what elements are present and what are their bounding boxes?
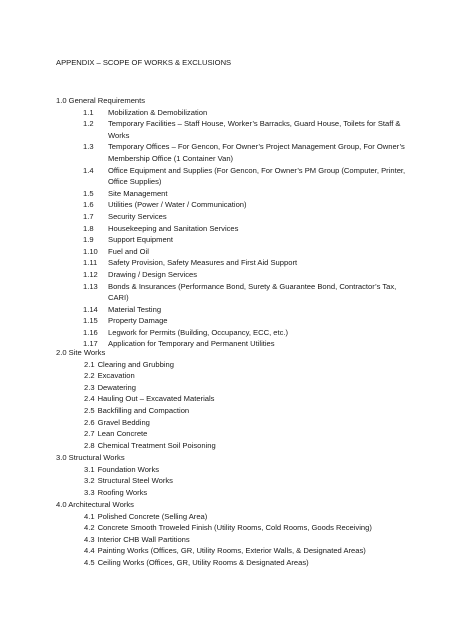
item-text: Excavation (97, 371, 135, 381)
item-number: 1.1 (83, 107, 94, 117)
item-number: 4.3 (84, 534, 95, 544)
item-text: Concrete Smooth Troweled Finish (Utility Rooms, Cold Rooms, Goods Receiving) (97, 523, 372, 533)
list-item (56, 487, 456, 499)
list-item (56, 534, 456, 546)
item-text: Material Testing (108, 304, 162, 314)
item-text: Hauling Out – Excavated Materials (97, 394, 215, 404)
list-item (56, 199, 456, 211)
list-item (56, 359, 456, 371)
item-text: Fuel and Oil (108, 246, 149, 256)
item-text: Painting Works (Offices, GR, Utility Rooms, Exterior Walls, & Designated Areas) (97, 546, 366, 556)
list-item (56, 269, 456, 281)
item-text: Gravel Bedding (97, 417, 150, 427)
item-text: Chemical Treatment Soil Poisoning (97, 440, 216, 450)
list-item (56, 223, 456, 235)
item-number: 4.5 (84, 557, 95, 567)
item-number: 1.8 (83, 223, 94, 233)
item-number: 2.2 (84, 371, 95, 381)
item-text: Foundation Works (97, 464, 160, 474)
item-text: Roofing Works (97, 487, 148, 497)
item-number: 1.4 (83, 165, 94, 175)
list-item (56, 211, 456, 223)
item-text: Security Services (108, 211, 167, 221)
section-heading: 4.0 Architectural Works (56, 500, 134, 509)
item-number: 2.8 (84, 440, 95, 450)
item-number: 1.17 (83, 339, 98, 349)
item-text: Interior CHB Wall Partitions (97, 534, 190, 544)
list-item (56, 141, 456, 164)
item-text: Dewatering (97, 382, 136, 392)
section-general-requirements (56, 95, 456, 350)
item-text: Safety Provision, Safety Measures and First Aid Support (108, 258, 298, 268)
item-number: 2.6 (84, 417, 95, 427)
item-list (56, 511, 456, 569)
item-number: 2.1 (84, 359, 95, 369)
item-text: Application for Temporary and Permanent Utilities (108, 339, 275, 349)
section-heading: 3.0 Structural Works (56, 453, 125, 462)
item-text: Support Equipment (108, 235, 174, 245)
list-item (56, 522, 456, 534)
item-text: Structural Steel Works (97, 476, 173, 486)
section-heading: 1.0 General Requirements (56, 96, 146, 105)
list-item (56, 464, 456, 476)
item-number: 1.11 (83, 258, 98, 268)
item-number: 1.10 (83, 246, 98, 256)
item-number: 1.5 (83, 188, 94, 198)
item-text: Mobilization & Demobilization (108, 107, 208, 117)
item-text: Polished Concrete (Selling Area) (97, 511, 208, 521)
list-item (56, 118, 456, 141)
list-item (56, 281, 456, 304)
section-heading: 2.0 Site Works (56, 348, 106, 357)
list-item (56, 475, 456, 487)
list-item (56, 393, 456, 405)
item-text: Clearing and Grubbing (97, 359, 174, 369)
list-item (56, 304, 456, 316)
item-number: 2.4 (84, 394, 95, 404)
item-number: 1.16 (83, 327, 98, 337)
item-list (56, 359, 456, 452)
section-structural-works (56, 452, 456, 498)
page-title: APPENDIX – SCOPE OF WORKS & EXCLUSIONS (56, 58, 232, 67)
item-text: Utilities (Power / Water / Communication) (108, 200, 247, 210)
item-list (56, 464, 456, 499)
item-number: 1.6 (83, 200, 94, 210)
item-text: Property Damage (108, 316, 168, 326)
list-item (56, 382, 456, 394)
item-text: Legwork for Permits (Building, Occupancy, ECC, etc.) (108, 327, 289, 337)
item-number: 4.4 (84, 546, 95, 556)
item-text: Site Management (108, 188, 168, 198)
item-number: 1.12 (83, 269, 98, 279)
item-text: Drawing / Design Services (108, 269, 198, 279)
item-number: 1.13 (83, 281, 98, 291)
list-item (56, 545, 456, 557)
item-text: Backfilling and Compaction (97, 405, 190, 415)
item-text: Office Equipment and Supplies (For Gencon, For Owner’s PM Group (Computer, Printer, Office Supplies) (108, 165, 406, 187)
item-text: Lean Concrete (97, 429, 148, 439)
section-site-works (56, 347, 456, 451)
item-number: 4.2 (84, 523, 95, 533)
list-item (56, 234, 456, 246)
item-number: 3.1 (84, 464, 95, 474)
section-architectural-works (56, 499, 456, 569)
item-number: 2.3 (84, 382, 95, 392)
list-item (56, 246, 456, 258)
item-text: Temporary Offices – For Gencon, For Owner’s Project Management Group, For Owner’s Membership Office (1 Container Van) (108, 142, 405, 163)
item-text: Ceiling Works (Offices, GR, Utility Rooms & Designated Areas) (97, 557, 309, 567)
item-list (56, 107, 456, 350)
list-item (56, 405, 456, 417)
item-number: 1.9 (83, 235, 94, 245)
list-item (56, 557, 456, 569)
item-number: 2.7 (84, 429, 95, 439)
list-item (56, 315, 456, 327)
list-item (56, 417, 456, 429)
list-item (56, 440, 456, 452)
item-number: 1.15 (83, 316, 98, 326)
item-text: Temporary Facilities – Staff House, Worker’s Barracks, Guard House, Toilets for Staff & Works (108, 119, 401, 140)
item-number: 1.7 (83, 211, 94, 221)
item-text: Bonds & Insurances (Performance Bond, Surety & Guarantee Bond, Contractor’s Tax, CARI) (108, 281, 397, 303)
list-item (56, 428, 456, 440)
item-number: 1.14 (83, 304, 98, 314)
item-number: 1.3 (83, 142, 94, 152)
list-item (56, 257, 456, 269)
item-number: 1.2 (83, 119, 94, 129)
list-item (56, 107, 456, 119)
item-text: Housekeeping and Sanitation Services (108, 223, 239, 233)
list-item (56, 327, 456, 339)
item-number: 2.5 (84, 405, 95, 415)
list-item (56, 165, 456, 188)
list-item (56, 188, 456, 200)
item-number: 3.3 (84, 487, 95, 497)
list-item (56, 511, 456, 523)
list-item (56, 370, 456, 382)
item-number: 4.1 (84, 511, 95, 521)
item-number: 3.2 (84, 476, 95, 486)
